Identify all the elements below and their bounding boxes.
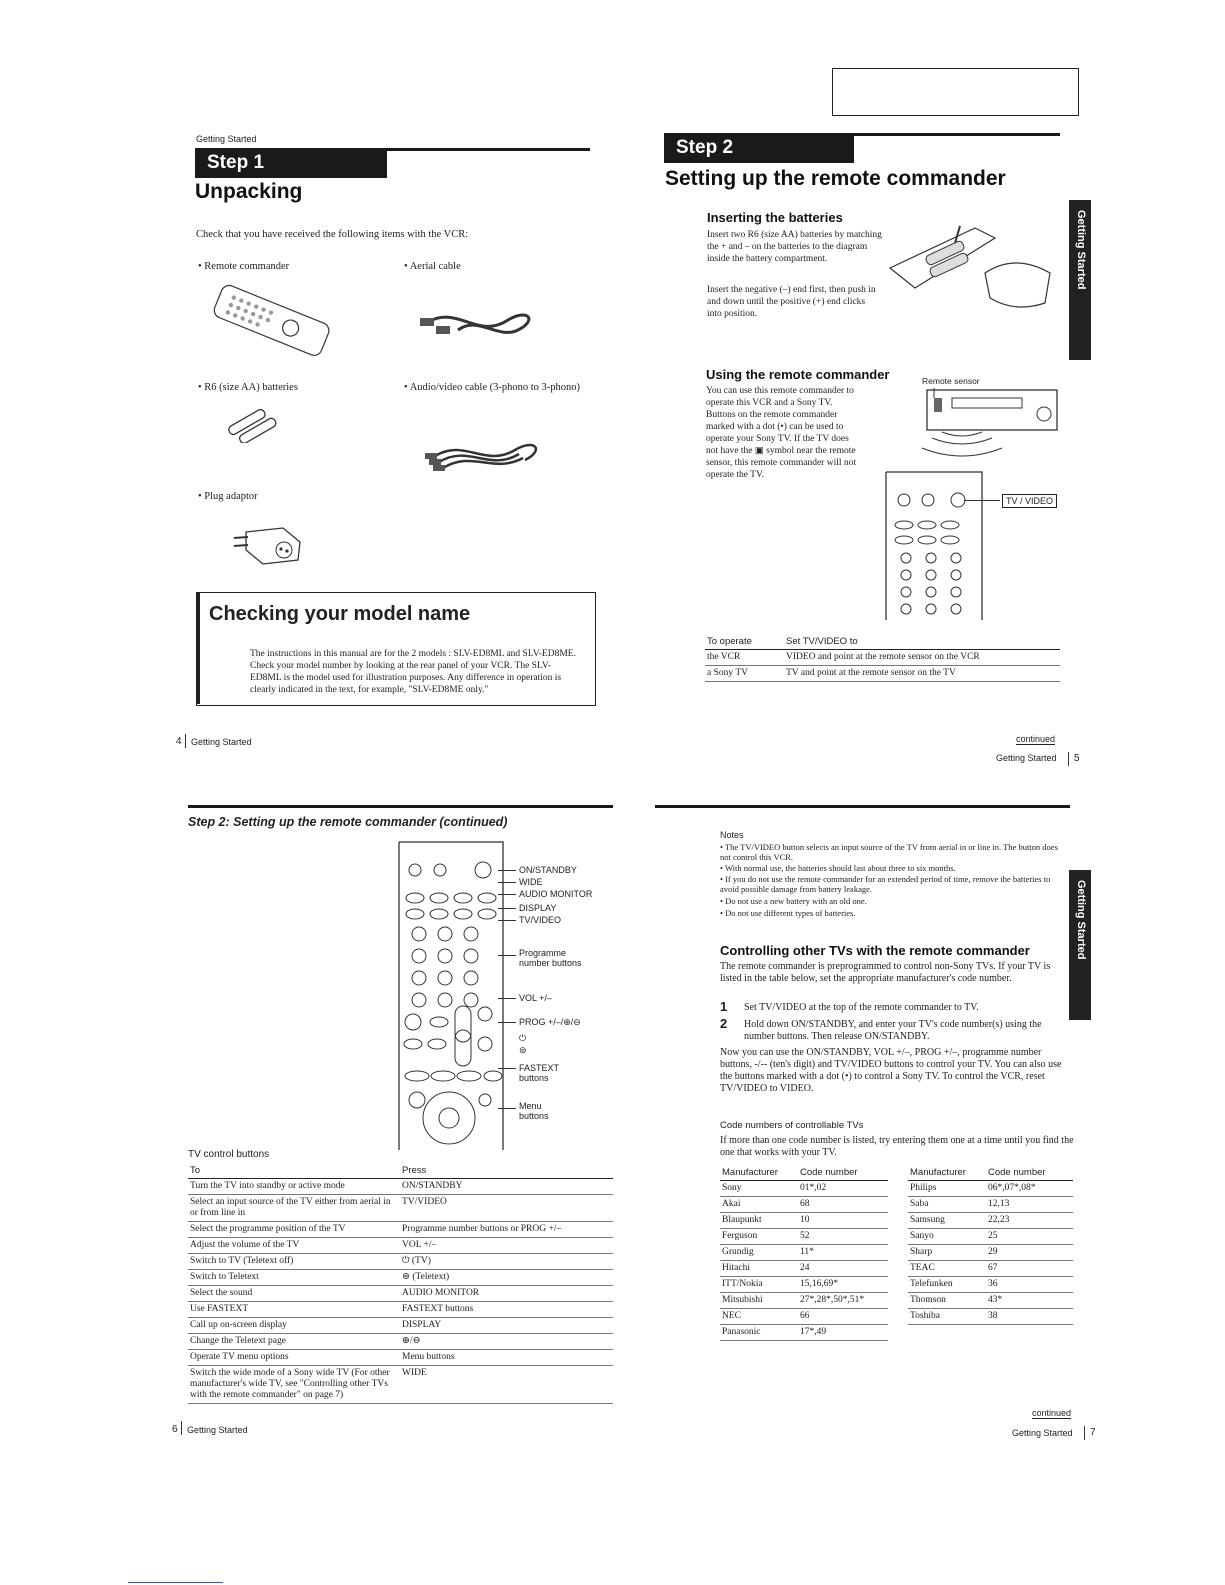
label-leader [498, 955, 516, 956]
table-row [720, 1197, 888, 1213]
table-row [188, 1286, 613, 1302]
model-name-box-text: The instructions in this manual are for the 2 models : SLV-ED8ML and SLV-ED8ME. Check your model number by looking at the rear panel of your VCR. The SLV-ED8ML is the model used for illustration purposes. Any difference in operation is clearly indicated in the text, for example, "SLV-ED8ME only." [250, 649, 576, 695]
table-row [908, 1181, 1073, 1197]
table-cell: Operate TV menu options [188, 1350, 400, 1366]
side-tab-getting-started-5: Getting Started [1069, 200, 1091, 360]
table-cell: 24 [798, 1261, 888, 1277]
table-cell: AUDIO MONITOR [400, 1286, 613, 1302]
inserting-batteries-heading: Inserting the batteries [707, 210, 843, 225]
table-cell: Grundig [720, 1245, 798, 1261]
page-title-unpacking: Unpacking [195, 180, 303, 203]
remote-sensor-label: Remote sensor [922, 376, 980, 386]
table-row [188, 1238, 613, 1254]
table-cell: Use FASTEXT [188, 1302, 400, 1318]
table-cell: 27*,28*,50*,51* [798, 1293, 888, 1309]
label-on-standby: ON/STANDBY [519, 865, 577, 875]
item-plug-adaptor: • Plug adaptor [198, 491, 258, 502]
folio-num-6: 6 [172, 1424, 178, 1435]
folio-text-6: Getting Started [187, 1425, 248, 1435]
item-av-cable: • Audio/video cable (3-phono to 3-phono) [404, 382, 581, 393]
unpacking-intro: Check that you have received the following items with the VCR: [196, 229, 469, 240]
table-cell: Sony [720, 1181, 798, 1197]
table-header-row [188, 1163, 613, 1179]
aerial-cable-image [418, 300, 548, 345]
page-title-setting-up: Setting up the remote commander [665, 167, 1006, 190]
page6-title: Step 2: Setting up the remote commander (continued) [188, 815, 508, 829]
table-cell: the VCR [705, 650, 784, 666]
folio-bar-7 [1084, 1426, 1085, 1440]
codes-table-left [720, 1165, 888, 1341]
table-cell: 15,16,69* [798, 1277, 888, 1293]
table-cell: DISPLAY [400, 1318, 613, 1334]
table-cell: Select the programme position of the TV [188, 1222, 400, 1238]
inserting-batteries-text-1: Insert two R6 (size AA) batteries by matching the + and – on the batteries to the diagram inside the battery compartment. [707, 230, 882, 264]
table-row [720, 1213, 888, 1229]
table-cell: 43* [986, 1293, 1073, 1309]
note-3: • If you do not use the remote commander for an extended period of time, remove the batteries to avoid possible damage from battery leakage. [720, 874, 1051, 894]
table-row [188, 1222, 613, 1238]
batteries-image [225, 408, 285, 443]
continued-7: continued [1032, 1408, 1072, 1418]
label-leader [498, 882, 516, 883]
table-row [188, 1302, 613, 1318]
table-row [720, 1277, 888, 1293]
codes-intro: If more than one code number is listed, try entering them one at a time until you find the one that works with your TV. [720, 1135, 1074, 1158]
label-audio-monitor: AUDIO MONITOR [519, 889, 593, 899]
note-4: • Do not use a new battery with an old one. [720, 896, 867, 906]
table-cell: ⊕/⊖ [400, 1334, 613, 1350]
folio-bar-6 [181, 1421, 182, 1435]
tv-video-label: TV / VIDEO [1002, 494, 1057, 508]
table-cell: Saba [908, 1197, 986, 1213]
step-2-number: 2 [720, 1016, 728, 1031]
step-1-text: Set TV/VIDEO at the top of the remote commander to TV. [744, 1002, 979, 1013]
table-cell: 52 [798, 1229, 888, 1245]
table-cell: TV/VIDEO [400, 1195, 613, 1222]
bottom-marker [128, 1582, 223, 1583]
table-cell: Switch to Teletext [188, 1270, 400, 1286]
using-remote-text: You can use this remote commander to operate this VCR and a Sony TV. Buttons on the remote commander marked with a dot (•) can be used to operate your Sony TV. If the TV does not have the ▣ symbol near the remote sensor, this remote commander will not operate the TV. [706, 386, 857, 480]
label-tv-icon: ⏻ [519, 1033, 527, 1043]
item-aerial-cable: • Aerial cable [404, 261, 461, 272]
tv-video-leader [964, 500, 1000, 501]
step-1-bar: Step 1 [195, 148, 387, 178]
table-cell: Toshiba [908, 1309, 986, 1325]
running-head: Getting Started [196, 134, 257, 144]
table-row [908, 1293, 1073, 1309]
table-cell: Programme number buttons or PROG +/– [400, 1222, 613, 1238]
table-cell: Telefunken [908, 1277, 986, 1293]
table-cell: Sanyo [908, 1229, 986, 1245]
table-cell: 66 [798, 1309, 888, 1325]
table-row [720, 1245, 888, 1261]
table-cell: WIDE [400, 1366, 613, 1404]
controlling-other-tvs-heading: Controlling other TVs with the remote commander [720, 943, 1030, 958]
table-cell: 67 [986, 1261, 1073, 1277]
step-2-bar: Step 2 [664, 133, 854, 163]
operate-table [705, 634, 1060, 682]
using-remote-heading: Using the remote commander [706, 367, 890, 382]
note-2: • With normal use, the batteries should last about three to six months. [720, 863, 956, 873]
tv-control-table [188, 1163, 613, 1404]
item-batteries: • R6 (size AA) batteries [198, 382, 298, 393]
table-header-row [720, 1165, 888, 1181]
table-cell: ⊜ (Teletext) [400, 1270, 613, 1286]
table-row [908, 1213, 1073, 1229]
table-row [188, 1350, 613, 1366]
table-cell: 38 [986, 1309, 1073, 1325]
remote-full-image [395, 838, 507, 1150]
label-leader [498, 920, 516, 921]
table-cell: NEC [720, 1309, 798, 1325]
table-row [908, 1245, 1073, 1261]
av-cable-image [425, 428, 555, 473]
label-programme-number: Programme number buttons [519, 948, 582, 968]
label-display: DISPLAY [519, 903, 557, 913]
table-row [908, 1309, 1073, 1325]
table-cell: Select the sound [188, 1286, 400, 1302]
continued-5: continued [1016, 734, 1056, 744]
table-cell: Call up on-screen display [188, 1318, 400, 1334]
table-cell: 22,23 [986, 1213, 1073, 1229]
remote-top-image [884, 470, 984, 620]
table-row [720, 1309, 888, 1325]
table-cell: Mitsubishi [720, 1293, 798, 1309]
folio-num-4: 4 [176, 736, 182, 747]
table-cell: Thomson [908, 1293, 986, 1309]
table-cell: Adjust the volume of the TV [188, 1238, 400, 1254]
folio-bar-4 [185, 734, 186, 748]
table-row [188, 1318, 613, 1334]
label-fastext: FASTEXT buttons [519, 1063, 559, 1083]
remote-commander-image [205, 283, 335, 363]
table-header: Code number [798, 1165, 888, 1181]
table-cell: Hitachi [720, 1261, 798, 1277]
table-cell: VIDEO and point at the remote sensor on the VCR [784, 650, 1060, 666]
header-blank-box [832, 68, 1079, 116]
table-cell: Switch to TV (Teletext off) [188, 1254, 400, 1270]
model-name-box-accent [196, 592, 200, 704]
table-row [188, 1270, 613, 1286]
folio-text-4: Getting Started [191, 737, 252, 747]
tv-control-heading: TV control buttons [188, 1149, 270, 1160]
note-5: • Do not use different types of batteries. [720, 908, 856, 918]
table-row [188, 1334, 613, 1350]
table-cell: VOL +/– [400, 1238, 613, 1254]
label-wide: WIDE [519, 877, 543, 887]
battery-compartment-image [885, 218, 1060, 318]
model-name-box-title: Checking your model name [209, 603, 471, 625]
table-row [908, 1277, 1073, 1293]
folio-num-5: 5 [1074, 753, 1080, 764]
table-row [188, 1179, 613, 1195]
step-2-text: Hold down ON/STANDBY, and enter your TV's code number(s) using the number buttons. Then release ON/STANDBY. [744, 1019, 1042, 1042]
table-row [720, 1229, 888, 1245]
table-row [720, 1325, 888, 1341]
folio-text-7: Getting Started [1012, 1428, 1073, 1438]
table-cell: Blaupunkt [720, 1213, 798, 1229]
table-cell: Sharp [908, 1245, 986, 1261]
vcr-image [912, 388, 1062, 468]
table-cell: Turn the TV into standby or active mode [188, 1179, 400, 1195]
table-row [188, 1254, 613, 1270]
table-row [908, 1229, 1073, 1245]
table-cell: ITT/Nokia [720, 1277, 798, 1293]
step-2-rule [850, 133, 1060, 136]
table-cell: 06*,07*,08* [986, 1181, 1073, 1197]
table-cell: 25 [986, 1229, 1073, 1245]
controlling-intro: The remote commander is preprogrammed to control non-Sony TVs. If your TV is listed in the table below, set the appropriate manufacturer's code number. [720, 961, 1051, 984]
page7-top-rule [655, 805, 1070, 808]
table-cell: 01*,02 [798, 1181, 888, 1197]
label-leader [498, 1022, 516, 1023]
table-cell: TV and point at the remote sensor on the TV [784, 666, 1060, 682]
label-menu: Menu buttons [519, 1101, 549, 1121]
table-row [705, 650, 1060, 666]
table-cell: Samsung [908, 1213, 986, 1229]
item-remote-commander: • Remote commander [198, 261, 290, 272]
controlling-after: Now you can use the ON/STANDBY, VOL +/–, PROG +/–, programme number buttons, -/-- (ten's digit) and TV/VIDEO buttons to control your TV. You can also use the buttons marked with a dot (•) to control a Sony TV. To control the VCR, reset TV/VIDEO to VIDEO. [720, 1047, 1062, 1094]
label-vol: VOL +/– [519, 993, 552, 1003]
label-leader [498, 908, 516, 909]
table-header: Set TV/VIDEO to [784, 634, 1060, 650]
table-header: To [188, 1163, 400, 1179]
table-header: Manufacturer [908, 1165, 986, 1181]
page6-top-rule [188, 805, 613, 808]
table-cell: Philips [908, 1181, 986, 1197]
note-1: • The TV/VIDEO button selects an input source of the TV from aerial in or line in. The button does not control this VCR. [720, 842, 1058, 862]
table-row [720, 1181, 888, 1197]
table-cell: a Sony TV [705, 666, 784, 682]
label-tv-video: TV/VIDEO [519, 915, 562, 925]
table-header: Press [400, 1163, 613, 1179]
folio-num-7: 7 [1090, 1427, 1096, 1438]
table-row [908, 1197, 1073, 1213]
table-cell: Change the Teletext page [188, 1334, 400, 1350]
table-cell: 17*,49 [798, 1325, 888, 1341]
table-row [720, 1261, 888, 1277]
inserting-batteries-text-2: Insert the negative (–) end first, then push in and down until the positive (+) end clicks into position. [707, 285, 876, 319]
table-cell: 68 [798, 1197, 888, 1213]
folio-bar-5 [1068, 752, 1069, 766]
notes-heading: Notes [720, 830, 744, 840]
table-cell: 11* [798, 1245, 888, 1261]
side-tab-getting-started-7: Getting Started [1069, 870, 1091, 1020]
step-1-number: 1 [720, 999, 728, 1014]
table-cell: Select an input source of the TV either from aerial in or from line in [188, 1195, 400, 1222]
table-cell: FASTEXT buttons [400, 1302, 613, 1318]
table-cell: Switch the wide mode of a Sony wide TV (For other manufacturer's wide TV, see "Controlling other TVs with the remote commander" on page 7) [188, 1366, 400, 1404]
table-cell: 12,13 [986, 1197, 1073, 1213]
table-cell: TEAC [908, 1261, 986, 1277]
label-teletext-icon: ⊜ [519, 1045, 527, 1055]
label-leader [498, 894, 516, 895]
step-1-rule [383, 148, 590, 151]
table-cell: Ferguson [720, 1229, 798, 1245]
table-header: To operate [705, 634, 784, 650]
table-cell: 10 [798, 1213, 888, 1229]
label-leader [498, 1068, 516, 1069]
table-header: Manufacturer [720, 1165, 798, 1181]
table-cell: Akai [720, 1197, 798, 1213]
table-row [720, 1293, 888, 1309]
table-cell: 29 [986, 1245, 1073, 1261]
label-leader [498, 998, 516, 999]
table-header-row [908, 1165, 1073, 1181]
label-leader [498, 1108, 516, 1109]
table-header-row [705, 634, 1060, 650]
table-cell: 36 [986, 1277, 1073, 1293]
label-leader [498, 870, 516, 871]
table-row [908, 1261, 1073, 1277]
codes-heading: Code numbers of controllable TVs [720, 1120, 864, 1131]
folio-text-5: Getting Started [996, 753, 1057, 763]
plug-adaptor-image [228, 520, 308, 570]
table-row [188, 1366, 613, 1404]
label-prog: PROG +/–/⊕/⊖ [519, 1017, 581, 1027]
table-cell: Panasonic [720, 1325, 798, 1341]
table-row [705, 666, 1060, 682]
table-row [188, 1195, 613, 1222]
table-cell: Menu buttons [400, 1350, 613, 1366]
table-cell: ⏻ (TV) [400, 1254, 613, 1270]
table-cell: ON/STANDBY [400, 1179, 613, 1195]
codes-table-right [908, 1165, 1073, 1325]
table-header: Code number [986, 1165, 1073, 1181]
